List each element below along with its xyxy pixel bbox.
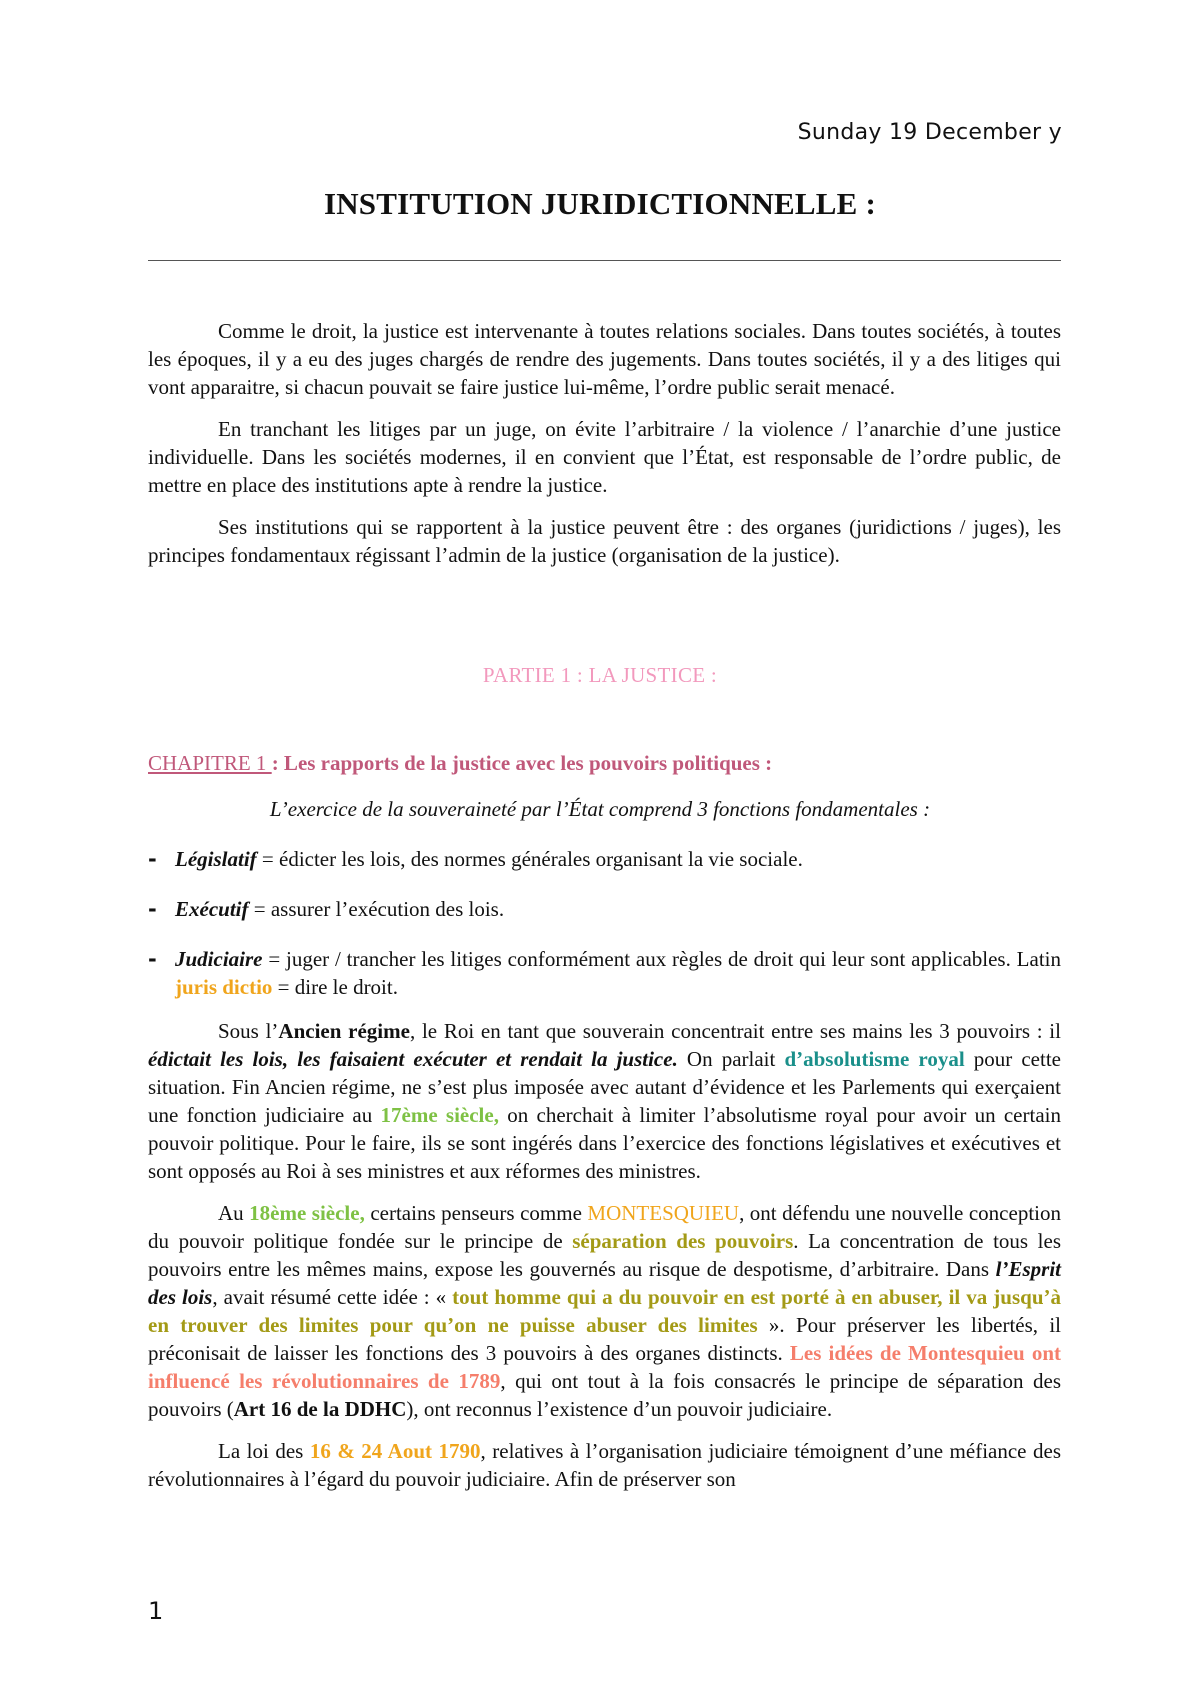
term-executif: Exécutif [175,897,249,921]
text-executif: = assurer l’exécution des lois. [248,897,505,921]
page-number: 1 [148,1597,164,1625]
influence-sentence: Les idées de Montesquieu ont influencé les révolutionnaires de 1789 [148,1341,1061,1393]
ancien-regime-term: Ancien régime [278,1019,410,1043]
text-span: , qui ont tout à la fois consacrés le principe de séparation des pouvoirs ( [148,1369,1061,1421]
separation-term: séparation des pouvoirs [572,1229,794,1253]
intro-paragraph-2: En tranchant les litiges par un juge, on évite l’arbitraire / la violence / l’anarchie d’une justice individuelle. Dans les sociétés modernes, il en convient que l’État, est responsable de l’ordre public, de mettre en place des institutions apte à rendre la justice. [148,417,1061,497]
text-span: pour cette situation. Fin Ancien régime, ne s’est plus imposée avec autant d’évidence et les Parlements qui exerçaient une fonction judiciaire au [148,1047,1061,1127]
intro-paragraph-3: Ses institutions qui se rapportent à la justice peuvent être : des organes (juridictions / juges), les principes fondamentaux régissant l’admin de la justice (organisation de la justice). [148,515,1061,567]
text-judiciaire: = juger / trancher les litiges conformément aux règles de droit qui leur sont applicables. Latin [262,947,1061,971]
absolutisme-term: d’absolutisme royal [784,1047,965,1071]
loi-1790-paragraph [148,1437,1061,1493]
text-span: , avait résumé cette idée : « [212,1285,453,1309]
ancien-regime-paragraph [148,1017,1061,1185]
text-span: , relatives à l’organisation judiciaire témoignent d’une méfiance des révolutionnaires à l’égard du pouvoir judiciaire. Afin de préserver son [148,1439,1061,1491]
text-span: , le Roi en tant que souverain concentrait entre ses mains les 3 pouvoirs : il [409,1019,1061,1043]
chapter-label: CHAPITRE 1 [148,751,272,775]
text-span: La loi des [218,1439,310,1463]
text-span: Sous l’ [218,1019,279,1043]
list-item-judiciaire [148,945,1061,1001]
montesquieu-paragraph [148,1199,1061,1423]
text-judiciaire-tail: = dire le droit. [272,975,398,999]
text-span: Au [218,1201,250,1225]
title-divider [148,260,1061,261]
ancien-regime-section [148,1017,1061,1507]
chapter-title: : Les rapports de la justice avec les pouvoirs politiques : [271,751,773,775]
list-item-executif [148,895,1061,923]
text-span: , ont défendu une nouvelle conception du pouvoir politique fondée sur le principe de [148,1201,1061,1253]
text-span: ». Pour préserver les libertés, il préconisait de laisser les fonctions des 3 pouvoirs à des organes distincts. [148,1313,1062,1365]
montesquieu-name: MONTESQUIEU [587,1201,740,1225]
intro-section [148,317,1061,583]
montesquieu-quote: tout homme qui a du pouvoir en est porté à en abuser, il va jusqu’à en trouver des limites pour qu’on ne puisse abuser des limites [148,1285,1061,1337]
document-title: INSTITUTION JURIDICTIONNELLE : [323,186,877,221]
text-span: certains penseurs comme [364,1201,588,1225]
text-span: ), ont reconnus l’existence d’un pouvoir judiciaire. [406,1397,833,1421]
bullet-dash: - [148,947,157,971]
list-item-legislatif [148,845,1061,873]
latin-term: juris dictio [175,975,273,999]
part-heading: PARTIE 1 : LA JUSTICE : [482,663,718,687]
text-span: On parlait [677,1047,785,1071]
bullet-dash: - [148,847,157,871]
intro-paragraph-1: Comme le droit, la justice est intervenante à toutes relations sociales. Dans toutes sociétés, à toutes les époques, il y a eu des juges chargés de rendre des jugements. Dans toutes sociétés, il y a des litiges qui vont apparaitre, si chacun pouvait se faire justice lui-même, l’ordre public serait menacé. [148,319,1061,399]
bullet-dash: - [148,897,157,921]
esprit-des-lois: l’Esprit des lois [148,1257,1061,1309]
chapter-heading [148,751,772,776]
century-18: 18ème siècle, [249,1201,365,1225]
term-judiciaire: Judiciaire [175,947,263,971]
edictait-phrase: édictait les lois, les faisaient exécuter et rendait la justice. [148,1047,678,1071]
text-span: . La concentration de tous les pouvoirs entre les mêmes mains, expose les gouvernés au risque de despotisme, d’arbitraire. Dans [148,1229,1061,1281]
term-legislatif: Législatif [175,847,257,871]
text-span: on cherchait à limiter l’absolutisme royal pour avoir un certain pouvoir politique. Pour le faire, ils se sont ingérés dans l’exercice des fonctions législatives et exécutives et sont opposés au Roi à ses ministres et aux réformes des ministres. [148,1103,1061,1183]
century-17: 17ème siècle, [380,1103,499,1127]
section-lead: L’exercice de la souveraineté par l’État comprend 3 fonctions fondamentales : [269,797,931,821]
document-date: Sunday 19 December y [797,120,1062,145]
loi-date: 16 & 24 Aout 1790 [309,1439,481,1463]
text-legislatif: = édicter les lois, des normes générales organisant la vie sociale. [256,847,803,871]
art16-reference: Art 16 de la DDHC [233,1397,407,1421]
